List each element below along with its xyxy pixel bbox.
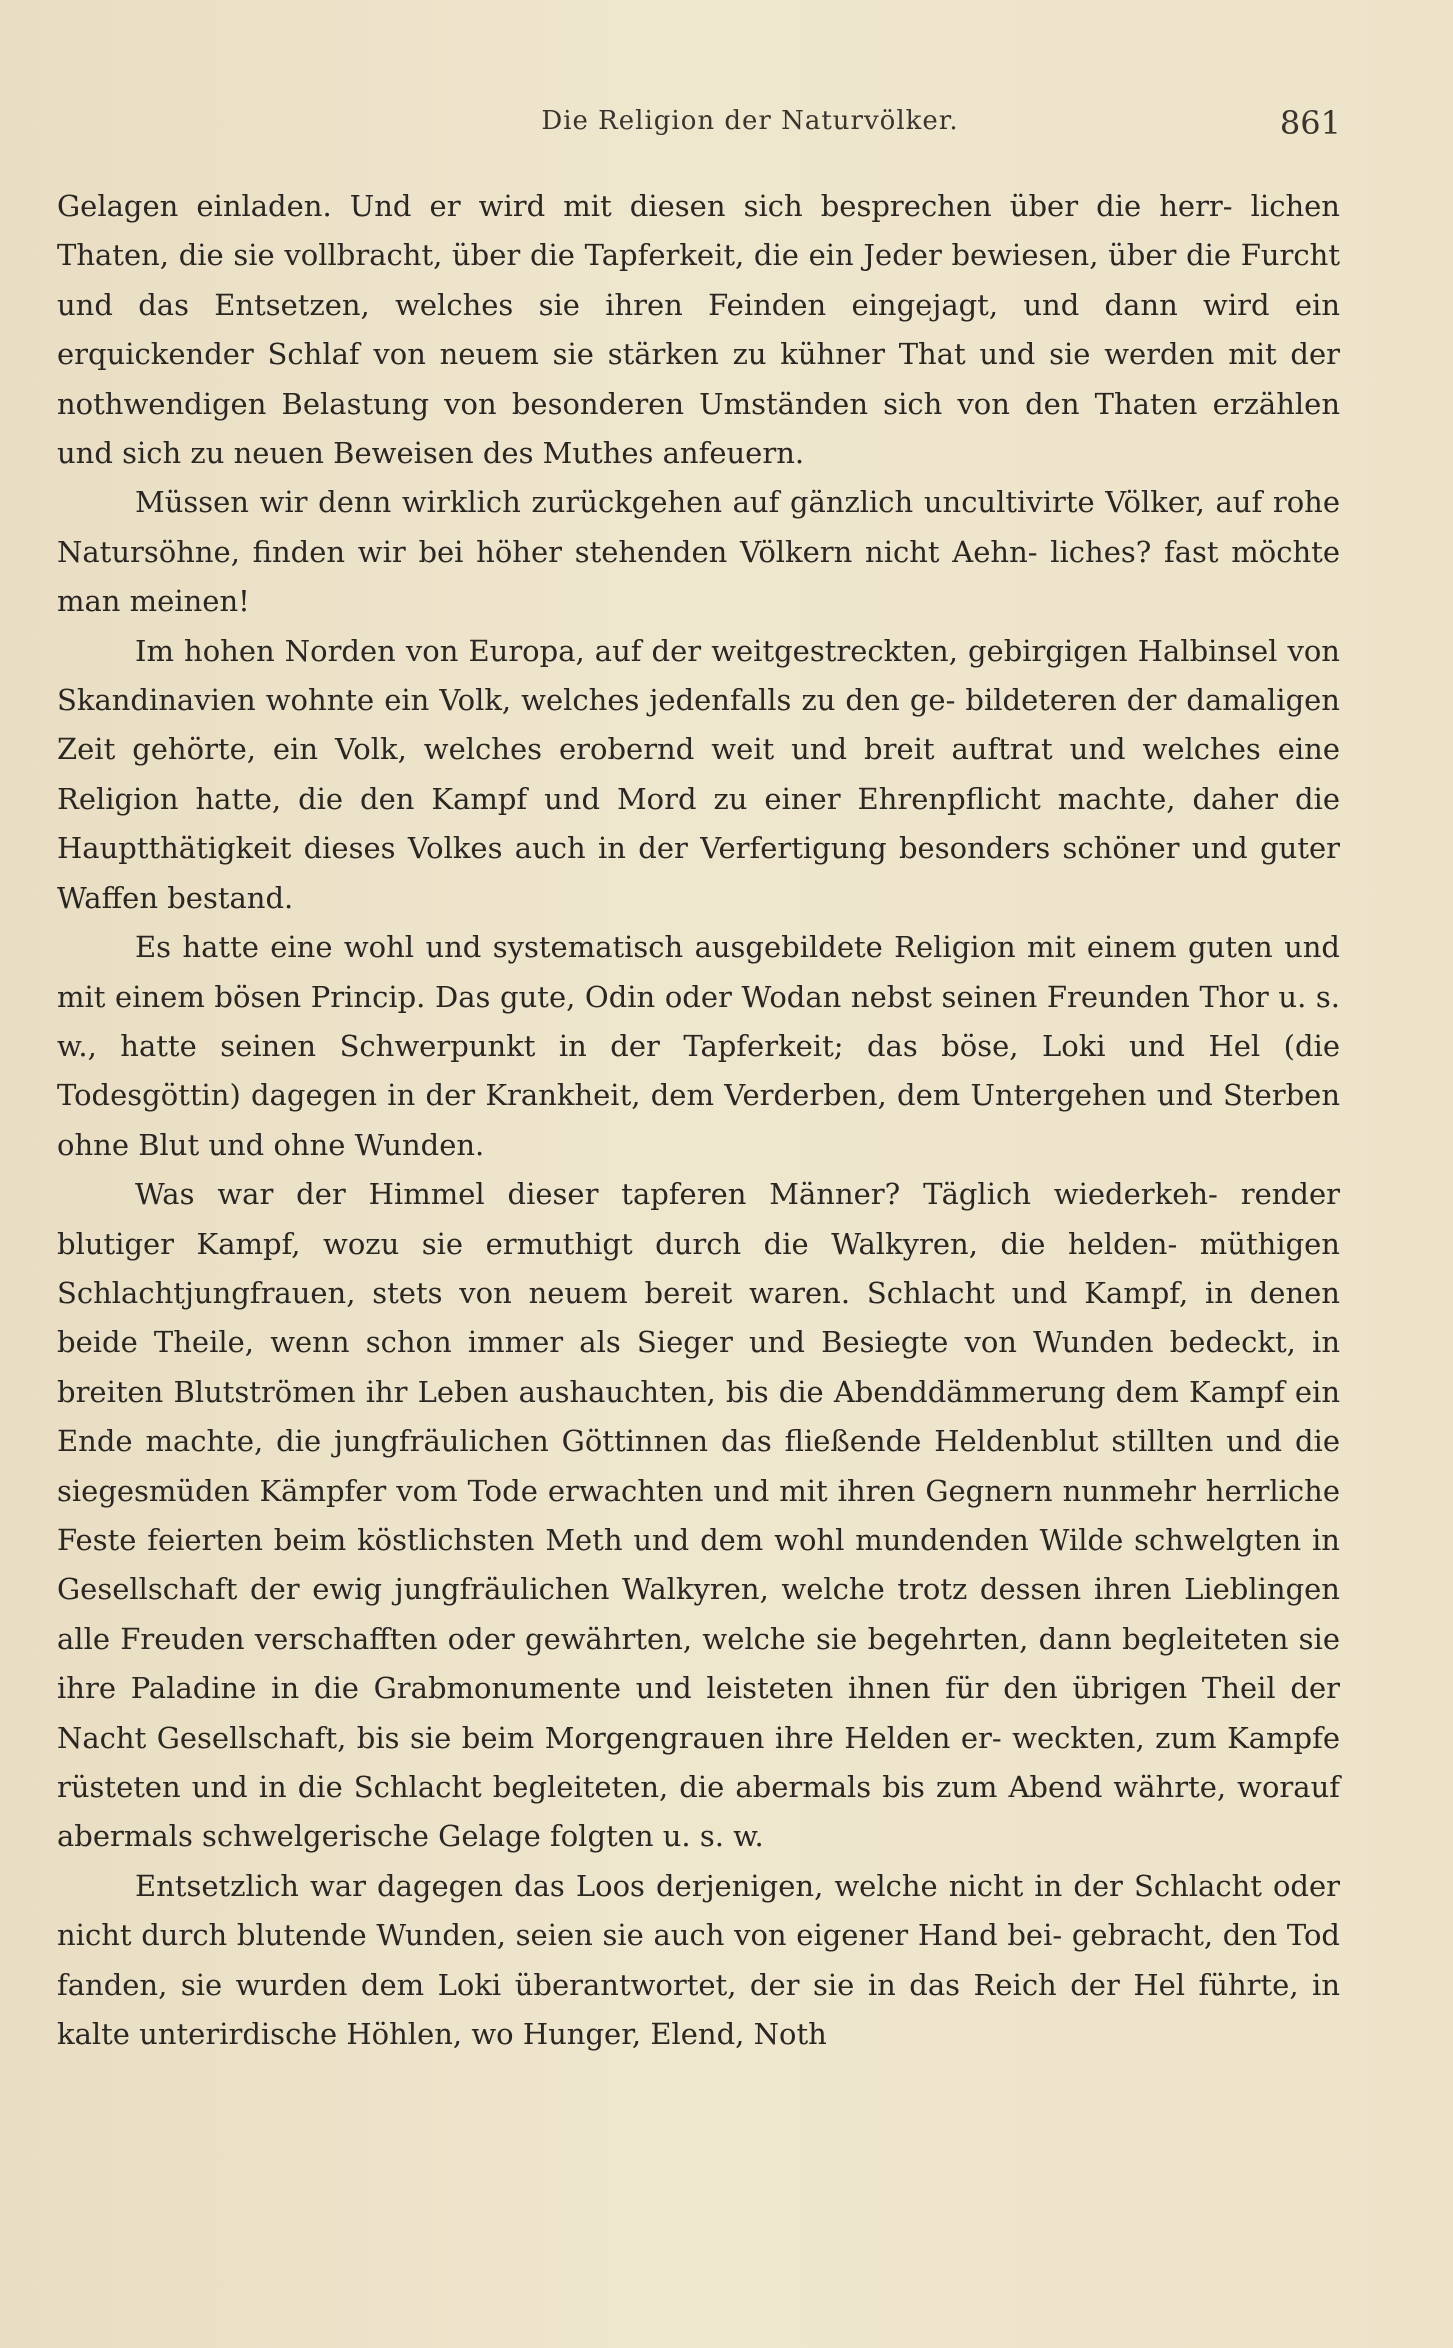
body-text (57, 182, 1340, 2059)
paragraph: Im hohen Norden von Europa, auf der weitgestreckten, gebirgigen Halbinsel von Skandinavien wohnte ein Volk, welches jedenfalls zu den ge- bildeteren der damaligen Zeit gehörte, ein Volk, welches erobernd weit und breit auftrat und welches eine Religion hatte, die den Kampf und Mord zu einer Ehrenpflicht machte, daher die Hauptthätigkeit dieses Volkes auch in der Verfertigung besonders schöner und guter Waffen bestand. (57, 633, 1340, 915)
page-number: 861 (1279, 104, 1341, 142)
paragraph: Gelagen einladen. Und er wird mit diesen sich besprechen über die herr- lichen Thaten, die sie vollbracht, über die Tapferkeit, die ein Jeder bewiesen, über die Furcht und das Entsetzen, welches sie ihren Feinden eingejagt, und dann wird ein erquickender Schlaf von neuem sie stärken zu kühner That und sie werden mit der nothwendigen Belastung von besonderen Umständen sich von den Thaten erzählen und sich zu neuen Beweisen des Muthes anfeuern. (57, 189, 1340, 471)
paragraph: Was war der Himmel dieser tapferen Männer? Täglich wiederkeh- render blutiger Kampf, wozu sie ermuthigt durch die Walkyren, die helden- müthigen Schlachtjungfrauen, stets von neuem bereit waren. Schlacht und Kampf, in denen beide Theile, wenn schon immer als Sieger und Besiegte von Wunden bedeckt, in breiten Blutströmen ihr Leben aushauchten, bis die Abenddämmerung dem Kampf ein Ende machte, die jungfräulichen Göttinnen das fließende Heldenblut stillten und die siegesmüden Kämpfer vom Tode erwachten und mit ihren Gegnern nunmehr herrliche Feste feierten beim köstlichsten Meth und dem wohl mundenden Wilde schwelgten in Gesellschaft der ewig jungfräulichen Walkyren, welche trotz dessen ihren Lieblingen alle Freuden verschafften oder gewährten, welche sie begehrten, dann begleiteten sie ihre Paladine in die Grabmonumente und leisteten ihnen für den übrigen Theil der Nacht Gesellschaft, bis sie beim Morgengrauen ihre Helden er- weckten, zum Kampfe rüsteten und in die Schlacht begleiteten, die abermals bis zum Abend währte, worauf abermals schwelgerische Gelage folgten u. s. w. (57, 1177, 1340, 1854)
paragraph: Müssen wir denn wirklich zurückgehen auf gänzlich uncultivirte Völker, auf rohe Natursöhne, finden wir bei höher stehenden Völkern nicht Aehn- liches? fast möchte man meinen! (57, 485, 1340, 619)
paragraph: Es hatte eine wohl und systematisch ausgebildete Religion mit einem guten und mit einem bösen Princip. Das gute, Odin oder Wodan nebst seinen Freunden Thor u. s. w., hatte seinen Schwerpunkt in der Tapferkeit; das böse, Loki und Hel (die Todesgöttin) dagegen in der Krankheit, dem Verderben, dem Untergehen und Sterben ohne Blut und ohne Wunden. (57, 930, 1340, 1162)
paragraph: Entsetzlich war dagegen das Loos derjenigen, welche nicht in der Schlacht oder nicht durch blutende Wunden, seien sie auch von eigener Hand bei- gebracht, den Tod fanden, sie wurden dem Loki überantwortet, der sie in das Reich der Hel führte, in kalte unterirdische Höhlen, wo Hunger, Elend, Noth (57, 1868, 1340, 2052)
running-title: Die Religion der Naturvölker. (541, 106, 959, 136)
